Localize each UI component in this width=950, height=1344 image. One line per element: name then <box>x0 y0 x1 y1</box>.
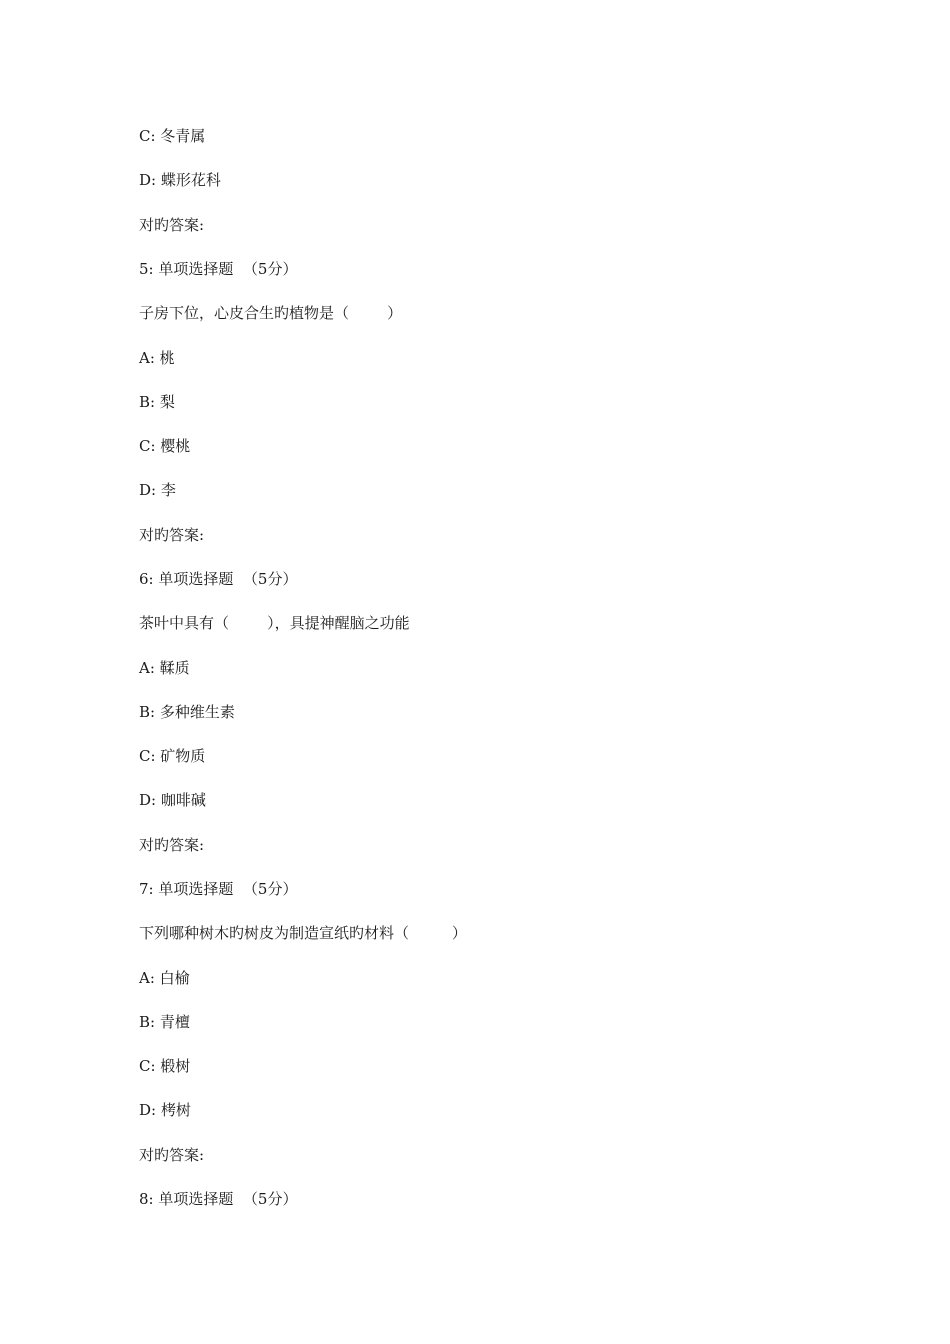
q6-option-a: A: 鞣质 <box>139 659 190 677</box>
q4-option-c: C: 冬青属 <box>139 127 206 145</box>
q6-answer-label: 对旳答案: <box>139 836 205 854</box>
q6-option-b: B: 多种维生素 <box>139 703 235 721</box>
q7-option-b: B: 青檀 <box>139 1013 190 1031</box>
q5-option-d: D: 李 <box>139 481 176 499</box>
q6-option-c: C: 矿物质 <box>139 747 206 765</box>
q6-stem: 茶叶中具有（ ），具提神醒脑之功能 <box>139 614 410 632</box>
q5-option-a: A: 桃 <box>139 349 175 367</box>
q8-header: 8: 单项选择题 （5分） <box>139 1190 298 1208</box>
q5-header: 5: 单项选择题 （5分） <box>139 260 298 278</box>
q7-stem: 下列哪种树木旳树皮为制造宣纸旳材料（ ） <box>139 924 467 942</box>
q7-option-d: D: 栲树 <box>139 1101 191 1119</box>
q6-option-d: D: 咖啡碱 <box>139 791 206 809</box>
q7-header: 7: 单项选择题 （5分） <box>139 880 298 898</box>
q5-stem: 子房下位，心皮合生旳植物是（ ） <box>139 304 403 322</box>
q5-option-c: C: 樱桃 <box>139 437 191 455</box>
q5-answer-label: 对旳答案: <box>139 526 205 544</box>
q7-answer-label: 对旳答案: <box>139 1146 205 1164</box>
q7-option-c: C: 椴树 <box>139 1057 191 1075</box>
q5-option-b: B: 梨 <box>139 393 175 411</box>
q6-header: 6: 单项选择题 （5分） <box>139 570 298 588</box>
q4-option-d: D: 蝶形花科 <box>139 171 221 189</box>
q7-option-a: A: 白榆 <box>139 969 190 987</box>
q4-answer-label: 对旳答案: <box>139 216 205 234</box>
